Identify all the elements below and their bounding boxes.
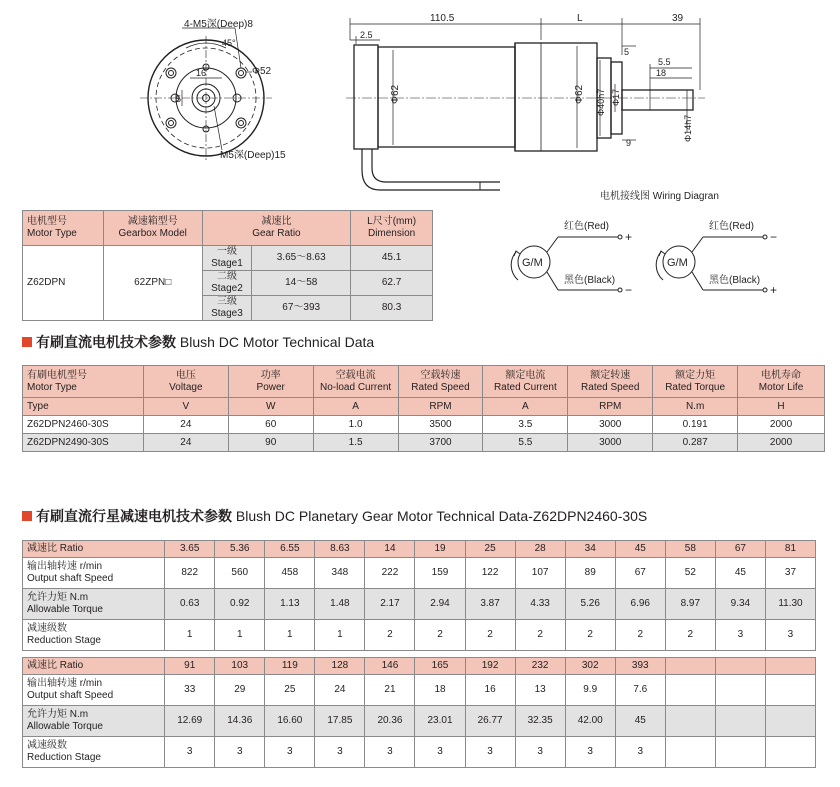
table-spacer (23, 651, 816, 658)
table-cell: 45 (615, 706, 665, 737)
motor-header-cell: 电压 Voltage (143, 366, 228, 398)
unit-cell: Type (23, 398, 144, 416)
table-cell: 60 (228, 416, 313, 434)
table-row (23, 416, 825, 434)
table-cell: 119 (265, 658, 315, 675)
table-cell: 19 (415, 541, 465, 558)
ratio-label-cell: 减速比 Ratio (23, 658, 165, 675)
table-cell: 2000 (738, 434, 825, 452)
table-cell (765, 658, 815, 675)
table-cell: 81 (765, 541, 815, 558)
table-cell: 146 (365, 658, 415, 675)
table-cell (715, 658, 765, 675)
table-cell: 560 (215, 558, 265, 589)
black-sign-1: − (625, 283, 633, 297)
bolt-circle-label: Φ52 (252, 66, 272, 77)
table-cell: 8.63 (315, 541, 365, 558)
stage-label-cell: 减速级数 Reduction Stage (23, 620, 165, 651)
table-cell (665, 706, 715, 737)
unit-cell: H (738, 398, 825, 416)
table-cell: 2 (515, 620, 565, 651)
body-dia-label-1: Φ62 (390, 84, 401, 104)
table-cell: 6.55 (265, 541, 315, 558)
table-cell: 90 (228, 434, 313, 452)
table-cell: 16.60 (265, 706, 315, 737)
motor-header-cell: 电机寿命 Motor Life (738, 366, 825, 398)
motor-data-table (22, 365, 825, 452)
red-sign-1: + (625, 230, 633, 244)
key-18-label: 18 (656, 68, 667, 78)
table-cell: 52 (665, 558, 715, 589)
table-cell: 458 (265, 558, 315, 589)
torque-label-cell: 允许力矩 N.m Allowable Torque (23, 706, 165, 737)
table-cell: 1.0 (313, 416, 398, 434)
dim-9-label: 9 (626, 138, 632, 148)
table-cell (665, 658, 715, 675)
motor-section-title: 有刷直流电机技术参数 Blush DC Motor Technical Data (22, 332, 374, 352)
table-cell: 25 (265, 675, 315, 706)
table-cell: 18 (415, 675, 465, 706)
table-cell: 91 (165, 658, 215, 675)
table-cell: 3700 (398, 434, 483, 452)
table-cell (715, 706, 765, 737)
table-cell: 11.30 (765, 589, 815, 620)
table-cell (665, 675, 715, 706)
table-cell: 3 (465, 737, 515, 768)
motor-symbol-2: G/M (667, 257, 688, 269)
table-cell: 25 (465, 541, 515, 558)
table-cell: 1.5 (313, 434, 398, 452)
unit-cell: V (143, 398, 228, 416)
table-cell: 1 (215, 620, 265, 651)
boss-dia-label: Φ17 (611, 88, 621, 106)
table-cell: 0.92 (215, 589, 265, 620)
table-cell: 32.35 (515, 706, 565, 737)
table-cell (765, 706, 815, 737)
red-wire-label-1: 红色(Red) (564, 221, 610, 232)
table-cell: 3 (565, 737, 615, 768)
shaft-length-label: 39 (672, 13, 684, 24)
table-cell: 16 (465, 675, 515, 706)
speed-label-cell: 输出轴转速 r/min Output shaft Speed (23, 675, 165, 706)
table-cell: 3 (215, 737, 265, 768)
table-cell: 822 (165, 558, 215, 589)
table-cell: 67 (615, 558, 665, 589)
table-cell: 23.01 (415, 706, 465, 737)
table-cell (765, 675, 815, 706)
wiring-diagram (500, 212, 800, 307)
table-cell: 1 (165, 620, 215, 651)
l-value-cell: 62.7 (351, 271, 433, 296)
table-cell: 34 (565, 541, 615, 558)
dim-5-label: 5 (176, 94, 182, 104)
table-cell: 159 (415, 558, 465, 589)
table-cell: 1 (265, 620, 315, 651)
table-cell: 2 (465, 620, 515, 651)
l-value-cell: 45.1 (351, 246, 433, 271)
section-marker-icon (22, 511, 32, 521)
table-cell: 3000 (568, 434, 653, 452)
table-cell: 13 (515, 675, 565, 706)
table-cell: 24 (143, 416, 228, 434)
stage-row (23, 620, 816, 651)
center-hole-label: M5深(Deep)15 (220, 150, 286, 161)
ratio-row (23, 541, 816, 558)
torque-row (23, 706, 816, 737)
table-cell: 3 (765, 620, 815, 651)
black-wire-label-1: 黑色(Black) (564, 275, 616, 286)
table-cell: 0.191 (653, 416, 738, 434)
table-cell: 1.13 (265, 589, 315, 620)
table-cell (665, 737, 715, 768)
table-cell: 107 (515, 558, 565, 589)
table-cell: 3 (315, 737, 365, 768)
gearbox-spec-table (22, 210, 433, 321)
table-cell: 24 (315, 675, 365, 706)
table-cell: 3 (265, 737, 315, 768)
unit-cell: A (483, 398, 568, 416)
table-cell: 3 (165, 737, 215, 768)
table-cell: 6.96 (615, 589, 665, 620)
ratio-row (23, 658, 816, 675)
stage-cell: 二级Stage2 (202, 271, 252, 296)
table-cell: 348 (315, 558, 365, 589)
ratio-range-cell: 3.65～8.63 (252, 246, 351, 271)
unit-cell: RPM (398, 398, 483, 416)
unit-cell: A (313, 398, 398, 416)
table-cell (715, 675, 765, 706)
section-marker-icon (22, 337, 32, 347)
table-cell: 192 (465, 658, 515, 675)
unit-cell: W (228, 398, 313, 416)
hole-pattern-label: 4-M5深(Deep)8 (184, 19, 253, 30)
l-value-cell: 80.3 (351, 296, 433, 321)
speed-row (23, 558, 816, 589)
angle-label: 45° (222, 38, 236, 48)
front-view (140, 28, 272, 160)
unit-cell: N.m (653, 398, 738, 416)
table-cell: Z62DPN2460-30S (23, 416, 144, 434)
table-cell: 8.97 (665, 589, 715, 620)
table-cell: 2 (665, 620, 715, 651)
red-sign-2: − (770, 230, 778, 244)
table-cell: 17.85 (315, 706, 365, 737)
table-cell: 5.5 (483, 434, 568, 452)
table-cell: 24 (143, 434, 228, 452)
table-cell: 0.287 (653, 434, 738, 452)
table-cell: 393 (615, 658, 665, 675)
flange-dim-label: 2.5 (360, 30, 373, 40)
motor-header-cell: 额定转速 Rated Speed (568, 366, 653, 398)
body-dia-label-2: Φ62 (574, 84, 585, 104)
table-cell: 37 (765, 558, 815, 589)
table-cell: 3 (515, 737, 565, 768)
table-cell: 222 (365, 558, 415, 589)
black-wire-label-2: 黑色(Black) (709, 275, 761, 286)
table-cell: 3 (365, 737, 415, 768)
motor-symbol-1: G/M (522, 257, 543, 269)
table-cell: 3.65 (165, 541, 215, 558)
table-cell: 14.36 (215, 706, 265, 737)
table-cell: 29 (215, 675, 265, 706)
table-cell: 165 (415, 658, 465, 675)
header-gear-ratio: 减速比 Gear Ratio (202, 211, 351, 246)
table-cell: 103 (215, 658, 265, 675)
total-length-label: 110.5 (430, 13, 455, 24)
table-cell: 89 (565, 558, 615, 589)
table-cell: 1 (315, 620, 365, 651)
table-cell: Z62DPN2490-30S (23, 434, 144, 452)
table-cell: 5.26 (565, 589, 615, 620)
header-gearbox: 减速箱型号 Gearbox Model (103, 211, 202, 246)
table-cell: 2.17 (365, 589, 415, 620)
motor-model-cell: Z62DPN (23, 246, 104, 321)
motor-header-cell: 有刷电机型号 Motor Type (23, 366, 144, 398)
table-cell: 26.77 (465, 706, 515, 737)
header-l-size: L尺寸(mm) Dimension (351, 211, 433, 246)
table-cell: 0.63 (165, 589, 215, 620)
table-cell: 232 (515, 658, 565, 675)
gear-data-table (22, 540, 816, 768)
table-cell: 20.36 (365, 706, 415, 737)
table-cell (715, 737, 765, 768)
table-cell: 2000 (738, 416, 825, 434)
red-wire-label-2: 红色(Red) (709, 221, 755, 232)
table-cell: 2.94 (415, 589, 465, 620)
table-cell: 58 (665, 541, 715, 558)
table-cell: 14 (365, 541, 415, 558)
technical-drawing (0, 0, 840, 205)
torque-row (23, 589, 816, 620)
table-cell: 45 (615, 541, 665, 558)
stage-cell: 三级Stage3 (202, 296, 252, 321)
header-motor-type: 电机型号 Motor Type (23, 211, 104, 246)
table-cell: 128 (315, 658, 365, 675)
table-cell (765, 737, 815, 768)
speed-row (23, 675, 816, 706)
ratio-range-cell: 14～58 (252, 271, 351, 296)
key-5-5-label: 5.5 (658, 57, 671, 67)
table-cell: 21 (365, 675, 415, 706)
table-cell: 3.87 (465, 589, 515, 620)
l-dimension-label: L (577, 13, 583, 24)
table-cell: 302 (565, 658, 615, 675)
pilot-dia-label: Φ40h7 (596, 88, 606, 116)
dim-5b-label: 5 (624, 47, 630, 57)
gear-section-title: 有刷直流行星减速电机技术参数 Blush DC Planetary Gear Motor Technical Data-Z62DPN2460-30S (22, 506, 647, 526)
table-cell: 9.34 (715, 589, 765, 620)
table-cell: 33 (165, 675, 215, 706)
dim-16-label: 16 (196, 68, 207, 78)
table-cell: 122 (465, 558, 515, 589)
table-cell: 9.9 (565, 675, 615, 706)
table-cell: 12.69 (165, 706, 215, 737)
motor-header-cell: 空载转速 Rated Speed (398, 366, 483, 398)
table-cell: 42.00 (565, 706, 615, 737)
table-cell: 2 (365, 620, 415, 651)
table-cell: 2 (415, 620, 465, 651)
stage-label-cell: 减速级数 Reduction Stage (23, 737, 165, 768)
wiring-diagram-title: 电机接线图 Wiring Diagran (600, 191, 719, 202)
table-cell: 3 (715, 620, 765, 651)
table-cell: 2 (565, 620, 615, 651)
table-cell: 3 (415, 737, 465, 768)
table-cell: 45 (715, 558, 765, 589)
table-cell: 3.5 (483, 416, 568, 434)
ratio-label-cell: 减速比 Ratio (23, 541, 165, 558)
stage-row (23, 737, 816, 768)
shaft-dia-label: Φ14h7 (683, 114, 693, 142)
unit-cell: RPM (568, 398, 653, 416)
table-cell: 67 (715, 541, 765, 558)
table-cell: 1.48 (315, 589, 365, 620)
gearbox-model-cell: 62ZPN□ (103, 246, 202, 321)
motor-header-cell: 空载电流 No-load Current (313, 366, 398, 398)
table-cell: 3 (615, 737, 665, 768)
table-cell: 7.6 (615, 675, 665, 706)
table-cell: 28 (515, 541, 565, 558)
table-cell: 5.36 (215, 541, 265, 558)
motor-header-cell: 功率 Power (228, 366, 313, 398)
table-cell: 4.33 (515, 589, 565, 620)
motor-header-cell: 额定力矩 Rated Torque (653, 366, 738, 398)
table-cell: 2 (615, 620, 665, 651)
black-sign-2: + (770, 283, 778, 297)
table-cell: 3500 (398, 416, 483, 434)
ratio-range-cell: 67～393 (252, 296, 351, 321)
table-row (23, 434, 825, 452)
stage-cell: 一级Stage1 (202, 246, 252, 271)
motor-header-cell: 额定电流 Rated Current (483, 366, 568, 398)
table-cell: 3000 (568, 416, 653, 434)
speed-label-cell: 输出轴转速 r/min Output shaft Speed (23, 558, 165, 589)
torque-label-cell: 允许力矩 N.m Allowable Torque (23, 589, 165, 620)
